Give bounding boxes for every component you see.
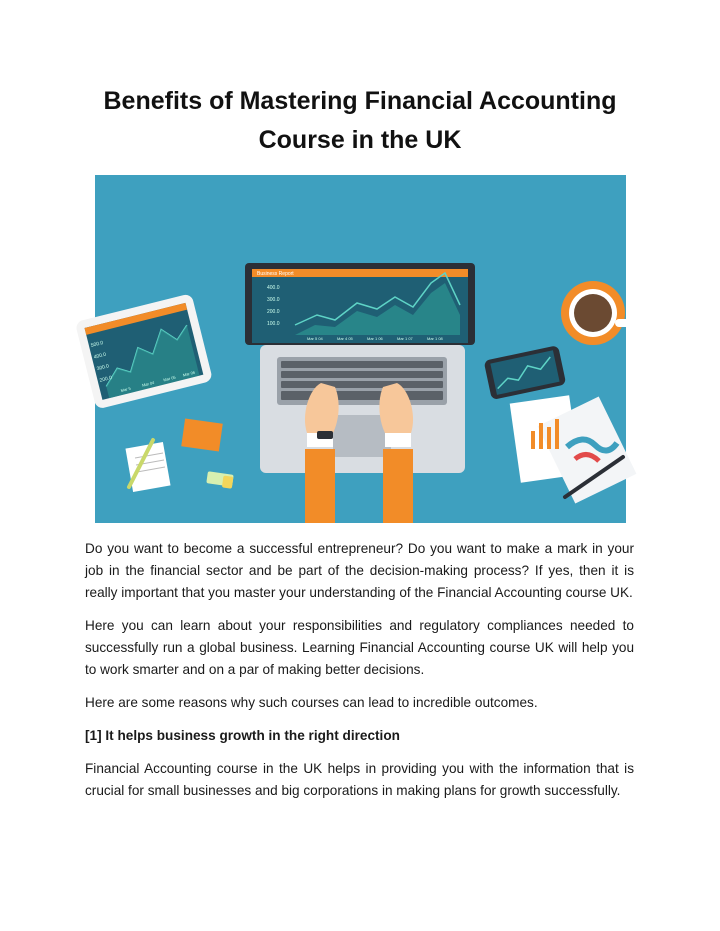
tablet-xtick: Mar 5 [120,385,132,394]
document-body [85,538,634,813]
laptop-xtick: Mar 1 08 [427,336,443,341]
laptop-ytick: 300.0 [267,297,280,303]
paragraph: Here are some reasons why such courses can lead to incredible outcomes. [85,695,538,710]
laptop-screen-header: Business Report [257,271,294,277]
tablet-xtick: Mar 05 [162,374,177,383]
laptop-ytick: 100.0 [267,321,280,327]
tablet-ytick: 200.0 [99,374,113,384]
paragraph: Here you can learn about your responsibilities and regulatory compliances needed to successfully run a global business. Learning Financial Accounting course UK will help you to work smarter and on a par of making better decisions. [85,618,634,677]
title-line-1: Benefits of Mastering Financial Accounting [103,87,617,115]
laptop-xtick: Mar 4 05 [337,336,353,341]
tablet-xtick: Mar 06 [182,369,196,378]
paragraph: Do you want to become a successful entrepreneur? Do you want to make a mark in your job in the financial sector and be part of the decision-making process? If yes, then it is really important that you master your understanding of the Financial Accounting course UK. [85,541,634,600]
laptop-ytick: 200.0 [267,309,280,315]
laptop-xtick: Mar 5 04 [307,336,323,341]
laptop-illustration [245,263,475,473]
laptop-xtick: Mar 1 07 [397,336,413,341]
laptop-ytick: 400.0 [267,285,280,291]
section-paragraph: Financial Accounting course in the UK helps in providing you with the information that is crucial for small businesses and big corporations in making plans for growth successfully. [85,761,634,798]
hero-illustration [90,175,626,523]
section-heading: [1] It helps business growth in the right direction [85,728,400,743]
laptop-xtick: Mar 1 06 [367,336,383,341]
tablet-ytick: 400.0 [93,351,107,361]
tablet-ytick: 300.0 [96,363,110,373]
title-line-2: Course in the UK [258,126,462,154]
tablet-ytick: 500.0 [90,340,104,349]
document-title [60,82,660,160]
tablet-xtick: Mar 04 [141,379,155,388]
